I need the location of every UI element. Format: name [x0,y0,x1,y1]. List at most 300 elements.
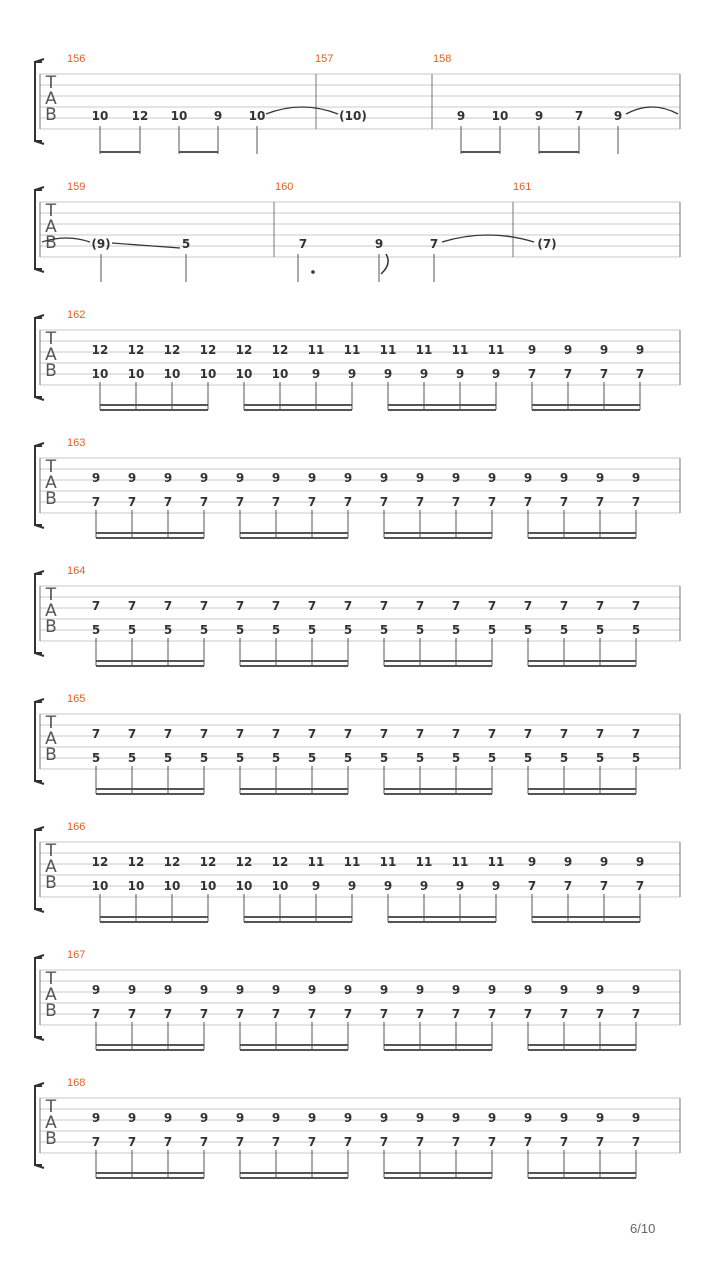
fret-number: (10) [339,109,367,123]
fret-number: 9 [491,367,501,381]
fret-number: 7 [523,495,533,509]
fret-number: 11 [307,343,325,357]
fret-number: 7 [559,495,569,509]
staff-bracket [35,443,44,446]
tab-clef-letter: B [45,873,57,893]
fret-number: 5 [91,623,101,637]
fret-number: 7 [343,495,353,509]
fret-number: 7 [595,599,605,613]
fret-number: 10 [91,879,109,893]
fret-number: 7 [559,599,569,613]
fret-number: 5 [307,751,317,765]
tab-clef-letter: B [45,1129,57,1149]
fret-number: 9 [491,879,501,893]
staff-bracket [35,699,44,702]
fret-number: 5 [343,751,353,765]
fret-number: 7 [631,495,641,509]
fret-number: 9 [559,983,569,997]
fret-number: 10 [127,367,145,381]
fret-number: 11 [307,855,325,869]
fret-number: 9 [631,471,641,485]
fret-number: 5 [235,751,245,765]
fret-number: 7 [415,727,425,741]
fret-number: 9 [383,367,393,381]
fret-number: 11 [415,343,433,357]
fret-number: 7 [563,879,573,893]
fret-number: 7 [235,727,245,741]
fret-number: 7 [559,727,569,741]
fret-number: 9 [523,471,533,485]
fret-number: 5 [127,623,137,637]
fret-number: 9 [379,471,389,485]
fret-number: 7 [415,599,425,613]
fret-number: 7 [271,599,281,613]
fret-number: 12 [235,855,253,869]
fret-number: 7 [379,1135,389,1149]
fret-number: 7 [451,1007,461,1021]
fret-number: 7 [307,1007,317,1021]
staff-bracket [35,827,44,830]
tie [626,107,678,114]
tab-clef-letter: T [45,713,57,733]
fret-number: 7 [91,599,101,613]
fret-number: 7 [163,1007,173,1021]
fret-number: 7 [235,1007,245,1021]
fret-number: 5 [343,623,353,637]
fret-number: 11 [379,343,397,357]
fret-number: 7 [127,727,137,741]
staff-bracket [35,269,44,272]
tab-clef-letter: B [45,1001,57,1021]
fret-number: 7 [595,495,605,509]
tie [266,107,338,114]
tab-clef-letter: B [45,233,57,253]
fret-number: 7 [574,109,584,123]
fret-number: 9 [127,983,137,997]
fret-number: 7 [199,1007,209,1021]
fret-number: 12 [199,343,217,357]
fret-number: 7 [379,495,389,509]
staff-bracket [35,1083,44,1086]
fret-number: 11 [451,855,469,869]
fret-number: 7 [298,237,308,251]
fret-number: 9 [271,471,281,485]
fret-number: 9 [235,983,245,997]
fret-number: 7 [487,495,497,509]
fret-number: 7 [307,495,317,509]
fret-number: 7 [163,1135,173,1149]
fret-number: 9 [455,367,465,381]
fret-number: 9 [347,879,357,893]
fret-number: 7 [559,1135,569,1149]
fret-number: 5 [451,751,461,765]
fret-number: 7 [307,1135,317,1149]
fret-number: 7 [631,1007,641,1021]
fret-number: 9 [347,367,357,381]
fret-number: 9 [487,983,497,997]
fret-number: 11 [379,855,397,869]
tab-clef-letter: A [45,985,57,1005]
fret-number: 12 [91,343,109,357]
bar-number: 165 [67,693,86,705]
fret-number: 10 [199,879,217,893]
fret-number: 10 [170,109,188,123]
fret-number: 9 [487,1111,497,1125]
fret-number: 9 [163,1111,173,1125]
fret-number: 7 [199,1135,209,1149]
fret-number: 5 [487,623,497,637]
fret-number: 11 [451,343,469,357]
tab-clef-letter: T [45,969,57,989]
tab-clef-letter: A [45,345,57,365]
staff-bracket [35,315,44,318]
fret-number: 12 [199,855,217,869]
fret-number: 10 [91,367,109,381]
fret-number: 7 [451,1135,461,1149]
fret-number: 10 [248,109,266,123]
staff-bracket [35,59,44,62]
fret-number: 5 [631,751,641,765]
fret-number: 7 [635,879,645,893]
fret-number: 10 [491,109,509,123]
tab-clef-letter: T [45,329,57,349]
bar-number: 158 [433,53,452,65]
bar-number: 166 [67,821,86,833]
page-number: 6/10 [630,1221,656,1236]
fret-number: 5 [91,751,101,765]
fret-number: 5 [235,623,245,637]
fret-number: 7 [631,727,641,741]
tab-clef-letter: B [45,617,57,637]
fret-number: 9 [563,855,573,869]
fret-number: 7 [235,599,245,613]
tab-clef-letter: T [45,457,57,477]
fret-number: 5 [199,623,209,637]
fret-number: 5 [379,623,389,637]
fret-number: 11 [487,855,505,869]
fret-number: 7 [595,727,605,741]
fret-number: 7 [235,1135,245,1149]
fret-number: 7 [415,1007,425,1021]
fret-number: 9 [379,983,389,997]
fret-number: 9 [631,1111,641,1125]
fret-number: 9 [595,1111,605,1125]
fret-number: 7 [451,599,461,613]
fret-number: 7 [307,599,317,613]
tab-clef-letter: B [45,361,57,381]
staff-bracket [35,397,44,400]
fret-number: 12 [127,855,145,869]
fret-number: 9 [419,367,429,381]
fret-number: 5 [595,623,605,637]
fret-number: 12 [91,855,109,869]
staff-bracket [35,525,44,528]
fret-number: 9 [343,983,353,997]
fret-number: 9 [419,879,429,893]
fret-number: 7 [343,1135,353,1149]
fret-number: 7 [271,1007,281,1021]
fret-number: 9 [523,1111,533,1125]
fret-number: 9 [595,471,605,485]
fret-number: 9 [379,1111,389,1125]
fret-number: 9 [415,983,425,997]
fret-number: 9 [635,855,645,869]
fret-number: 9 [307,1111,317,1125]
fret-number: 5 [559,751,569,765]
fret-number: 7 [599,879,609,893]
fret-number: 7 [91,1007,101,1021]
fret-number: 9 [271,983,281,997]
fret-number: 5 [379,751,389,765]
tab-clef-letter: B [45,745,57,765]
fret-number: 5 [415,751,425,765]
bar-number: 167 [67,949,86,961]
fret-number: 7 [379,727,389,741]
fret-number: 9 [235,471,245,485]
tab-clef-letter: A [45,729,57,749]
fret-number: 5 [523,623,533,637]
fret-number: 7 [487,727,497,741]
tab-clef-letter: T [45,1097,57,1117]
fret-number: 5 [271,751,281,765]
fret-number: 7 [91,1135,101,1149]
fret-number: 5 [595,751,605,765]
fret-number: 9 [456,109,466,123]
fret-number: 9 [487,471,497,485]
staff-bracket [35,653,44,656]
fret-number: 10 [163,879,181,893]
fret-number: 7 [199,599,209,613]
fret-number: 7 [91,727,101,741]
fret-number: 9 [91,1111,101,1125]
fret-number: 9 [311,879,321,893]
fret-number: 11 [487,343,505,357]
fret-number: 7 [563,367,573,381]
fret-number: 7 [415,1135,425,1149]
bar-number: 159 [67,181,86,193]
fret-number: 9 [599,855,609,869]
staff-bracket [35,781,44,784]
fret-number: 12 [163,855,181,869]
fret-number: 7 [199,495,209,509]
fret-number: 9 [559,471,569,485]
fret-number: 5 [487,751,497,765]
fret-number: 7 [487,1135,497,1149]
tab-clef-letter: T [45,73,57,93]
fret-number: 7 [595,1007,605,1021]
fret-number: 9 [635,343,645,357]
tab-clef-letter: T [45,585,57,605]
fret-number: 5 [631,623,641,637]
bar-number: 156 [67,53,86,65]
bar-number: 162 [67,309,86,321]
tab-clef-letter: T [45,841,57,861]
fret-number: 9 [415,471,425,485]
bar-number: 164 [67,565,86,577]
fret-number: 7 [559,1007,569,1021]
fret-number: 11 [343,343,361,357]
tab-clef-letter: A [45,857,57,877]
fret-number: 5 [271,623,281,637]
fret-number: 9 [534,109,544,123]
fret-number: 7 [127,1007,137,1021]
fret-number: 5 [163,623,173,637]
fret-number: 7 [487,1007,497,1021]
tie [442,235,534,242]
fret-number: 9 [91,471,101,485]
fret-number: 11 [415,855,433,869]
fret-number: 9 [343,1111,353,1125]
fret-number: 7 [523,727,533,741]
fret-number: 7 [307,727,317,741]
fret-number: 9 [311,367,321,381]
dot [311,270,315,274]
fret-number: 9 [199,983,209,997]
tab-clef-letter: A [45,473,57,493]
fret-number: 7 [91,495,101,509]
fret-number: 9 [127,471,137,485]
fret-number: 9 [451,983,461,997]
fret-number: 10 [235,367,253,381]
fret-number: 7 [235,495,245,509]
tab-clef-letter: A [45,89,57,109]
fret-number: 7 [127,1135,137,1149]
fret-number: 9 [374,237,384,251]
bar-number: 160 [275,181,294,193]
fret-number: 7 [451,495,461,509]
fret-number: 7 [631,1135,641,1149]
fret-number: 9 [595,983,605,997]
fret-number: 9 [163,983,173,997]
fret-number: 5 [127,751,137,765]
fret-number: 10 [163,367,181,381]
tab-clef-letter: A [45,1113,57,1133]
fret-number: 9 [91,983,101,997]
fret-number: 9 [199,1111,209,1125]
fret-number: 9 [127,1111,137,1125]
fret-number: 10 [271,367,289,381]
fret-number: 9 [451,1111,461,1125]
fret-number: 7 [199,727,209,741]
fret-number: 7 [343,599,353,613]
fret-number: 5 [415,623,425,637]
fret-number: 7 [163,599,173,613]
fret-number: 5 [163,751,173,765]
fret-number: 5 [307,623,317,637]
bar-number: 163 [67,437,86,449]
fret-number: 5 [523,751,533,765]
fret-number: 7 [271,1135,281,1149]
staff-bracket [35,1165,44,1168]
fret-number: 7 [163,495,173,509]
fret-number: 9 [527,855,537,869]
fret-number: 7 [379,599,389,613]
fret-number: 7 [487,599,497,613]
fret-number: 7 [379,1007,389,1021]
fret-number: 7 [271,495,281,509]
fret-number: 9 [523,983,533,997]
bar-number: 161 [513,181,532,193]
tab-clef-letter: A [45,601,57,621]
staff-bracket [35,955,44,958]
fret-number: 10 [127,879,145,893]
staff-bracket [35,141,44,144]
fret-number: 9 [343,471,353,485]
fret-number: 10 [235,879,253,893]
fret-number: 7 [631,599,641,613]
tab-clef-letter: A [45,217,57,237]
tab-clef-letter: B [45,105,57,125]
fret-number: 9 [563,343,573,357]
fret-number: 7 [343,1007,353,1021]
fret-number: 9 [213,109,223,123]
fret-number: 7 [127,599,137,613]
fret-number: 7 [127,495,137,509]
fret-number: 9 [163,471,173,485]
staff-bracket [35,571,44,574]
fret-number: 9 [455,879,465,893]
fret-number: (7) [537,237,557,251]
fret-number: 7 [523,599,533,613]
fret-number: 10 [91,109,109,123]
fret-number: 7 [271,727,281,741]
fret-number: 9 [599,343,609,357]
fret-number: 10 [199,367,217,381]
fret-number: 12 [271,343,289,357]
staff-bracket [35,909,44,912]
fret-number: 7 [635,367,645,381]
fret-number: 9 [415,1111,425,1125]
fret-number: 7 [595,1135,605,1149]
fret-number: 9 [559,1111,569,1125]
tab-clef-letter: T [45,201,57,221]
fret-number: 7 [599,367,609,381]
fret-number: 5 [199,751,209,765]
fret-number: 5 [559,623,569,637]
fret-number: 9 [527,343,537,357]
fret-number: 5 [181,237,191,251]
fret-number: 9 [451,471,461,485]
fret-number: 7 [163,727,173,741]
fret-number: 12 [271,855,289,869]
fret-number: 7 [523,1135,533,1149]
fret-number: 9 [235,1111,245,1125]
fret-number: 12 [127,343,145,357]
fret-number: 11 [343,855,361,869]
fret-number: 9 [613,109,623,123]
fret-number: 7 [429,237,439,251]
fret-number: 10 [271,879,289,893]
fret-number: 7 [527,879,537,893]
fret-number: 7 [415,495,425,509]
fret-number: 9 [383,879,393,893]
bar-number: 168 [67,1077,86,1089]
fret-number: 7 [451,727,461,741]
fret-number: 12 [235,343,253,357]
fret-number: 9 [199,471,209,485]
fret-number: 12 [163,343,181,357]
fret-number: 5 [451,623,461,637]
fret-number: 7 [527,367,537,381]
fret-number: 9 [307,983,317,997]
fret-number: 9 [271,1111,281,1125]
bar-number: 157 [315,53,334,65]
fret-number: 7 [523,1007,533,1021]
staff-bracket [35,187,44,190]
fret-number: (9) [91,237,111,251]
fret-number: 9 [307,471,317,485]
staff-bracket [35,1037,44,1040]
